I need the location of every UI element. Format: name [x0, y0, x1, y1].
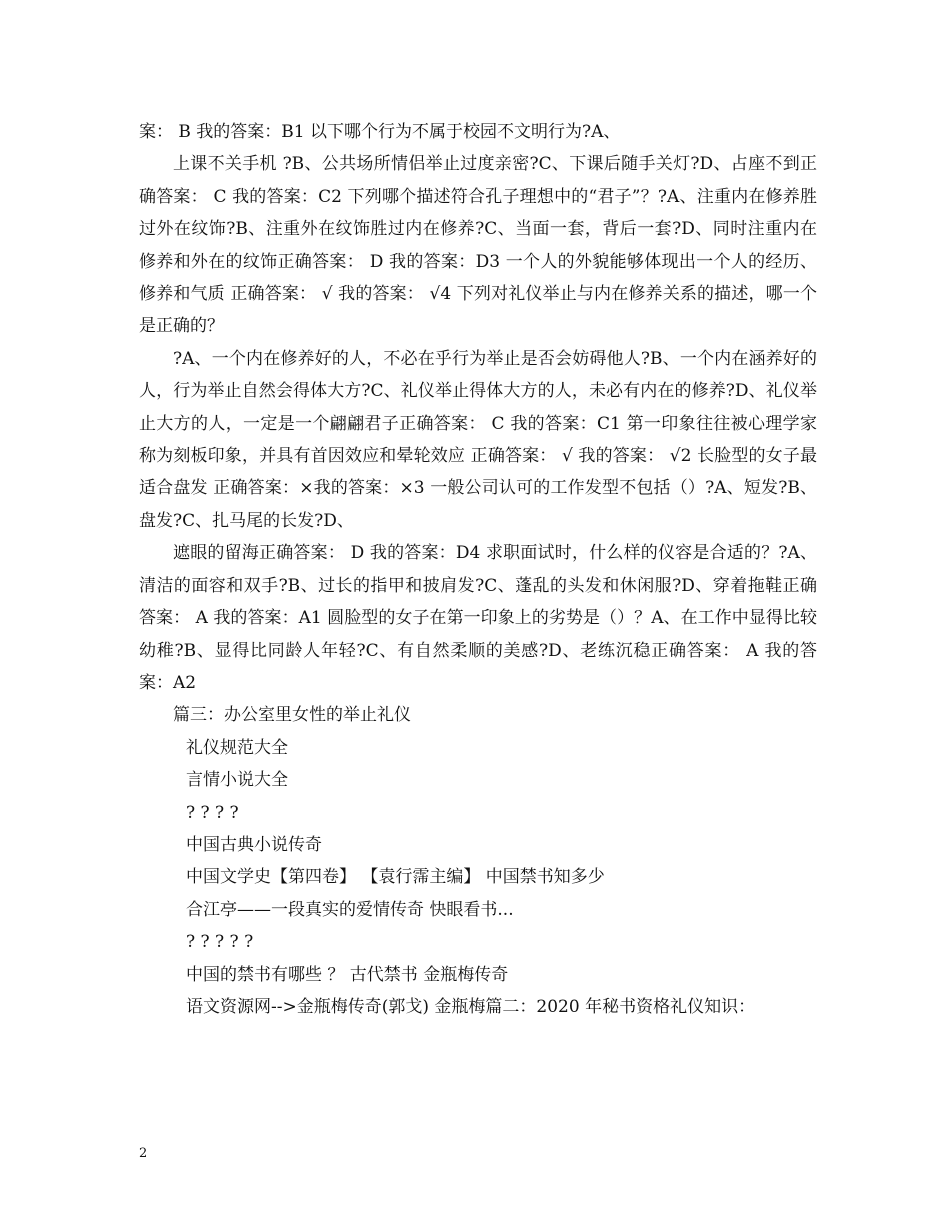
- list-item: 中国文学史【第四卷】 【袁行霈主编】 中国禁书知多少: [186, 867, 605, 888]
- list-item: 语文资源网-->金瓶梅传奇(郭戈) 金瓶梅篇二：2020 年秘书资格礼仪知识：: [186, 996, 756, 1017]
- list-item: 礼仪规范大全: [186, 737, 288, 758]
- list-item: ? ? ? ?: [186, 802, 239, 823]
- paragraph-3: ?A、一个内在修养好的人，不必在乎行为举止是否会妨碍他人?B、一个内在涵养好的人，行为举止自然会得体大方?C、礼仪举止得体大方的人，未必有内在的修养?D、礼仪举止大方的人，一定是一个翩翩君子正确答案： C 我的答案：C1 第一印象往往被心理学家称为刻板印象，并具有首因效应和晕轮效应 正确答案： √ 我的答案： √2 长脸型的女子最适合盘发 正确答案：×我的答案：×3 一般公司认可的工作发型不包括（）?A、短发?B、盘发?C、扎马尾的长发?D、: [139, 348, 817, 531]
- paragraph-4: 遮眼的留海正确答案： D 我的答案：D4 求职面试时，什么样的仪容是合适的？?A、清洁的面容和双手?B、过长的指甲和披肩发?C、蓬乱的头发和休闲服?D、穿着拖鞋正确答案： A 我的答案：A1 圆脸型的女子在第一印象上的劣势是（）？A、在工作中显得比较幼稚?B、显得比同龄人年轻?C、有自然柔顺的美感?D、老练沉稳正确答案： A 我的答案：A2: [139, 543, 817, 693]
- list-item: 中国古典小说传奇: [186, 834, 322, 855]
- page-number: 2: [139, 1146, 148, 1161]
- list-item: 中国的禁书有哪些 ？ 古代禁书 金瓶梅传奇: [186, 964, 509, 985]
- document-body: [139, 116, 817, 1023]
- list-item: 言情小说大全: [186, 770, 288, 791]
- list-item: ? ? ? ? ?: [186, 932, 254, 953]
- paragraph-1: 案： B 我的答案：B1 以下哪个行为不属于校园不文明行为?A、: [139, 122, 621, 142]
- list-item: 合江亭——一段真实的爱情传奇 快眼看书...: [186, 899, 514, 920]
- section-heading: 篇三：办公室里女性的举止礼仪: [173, 705, 411, 726]
- paragraph-2: 上课不关手机 ?B、公共场所情侣举止过度亲密?C、下课后随手关灯?D、占座不到正确答案： C 我的答案：C2 下列哪个描述符合孔子理想中的“君子”？?A、注重内在修养胜过外在纹饰?B、注重外在纹饰胜过内在修养?C、当面一套，背后一套?D、同时注重内在修养和外在的纹饰正确答案： D 我的答案：D3 一个人的外貌能够体现出一个人的经历、修养和气质 正确答案： √ 我的答案： √4 下列对礼仪举止与内在修养关系的描述，哪一个是正确的？: [139, 154, 817, 337]
